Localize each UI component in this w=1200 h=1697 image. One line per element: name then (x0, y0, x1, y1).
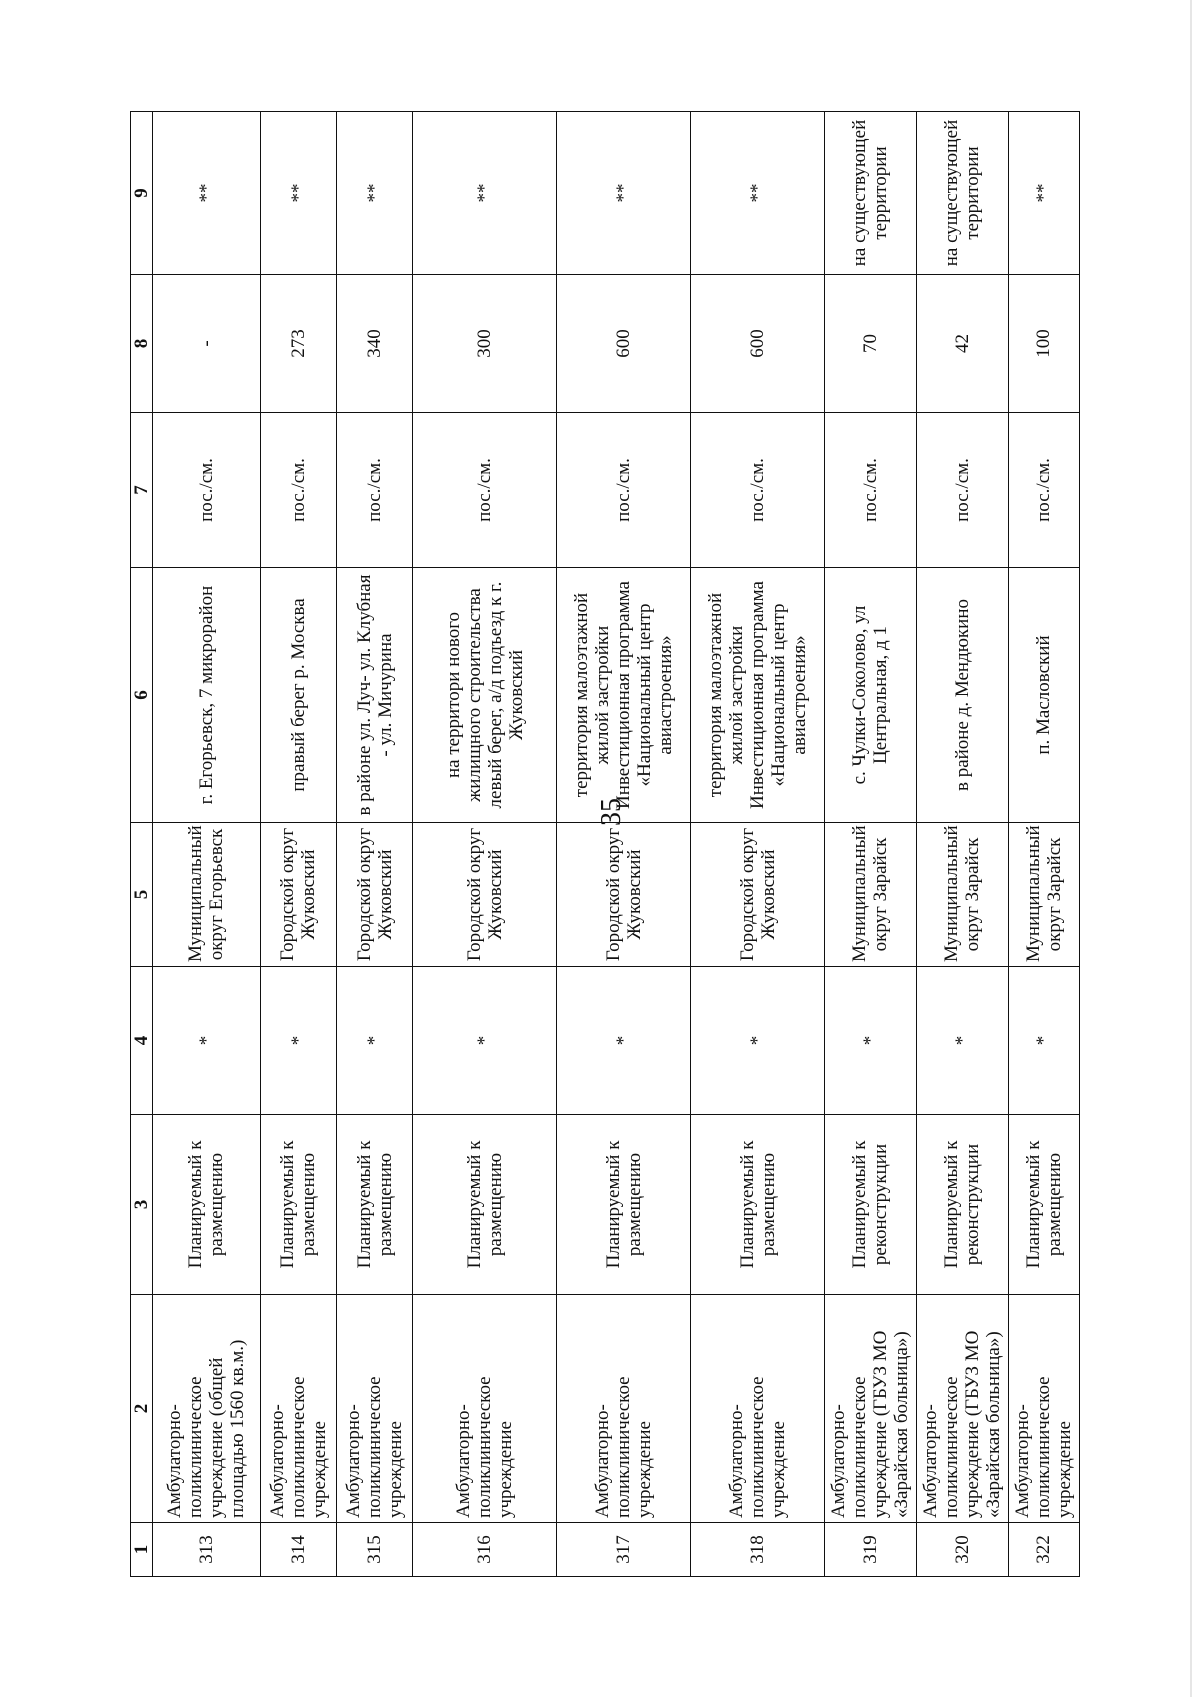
capacity: 273 (260, 275, 336, 413)
row-number: 320 (916, 1523, 1008, 1577)
column-header-6: 6 (131, 568, 153, 823)
location: с. Чулки-Соколово, ул Центральная, д 1 (824, 568, 916, 823)
table-row (153, 112, 261, 1577)
capacity: 340 (336, 275, 412, 413)
capacity: 600 (557, 275, 691, 413)
facility-name: Амбулаторно-поликлиническое учреждение (260, 1295, 336, 1523)
table-row (1008, 112, 1079, 1577)
table-row (916, 112, 1008, 1577)
facility-name: Амбулаторно-поликлиническое учреждение (1008, 1295, 1079, 1523)
column-9-value: на существующей территории (916, 112, 1008, 275)
facility-status: Планируемый к размещению (691, 1115, 825, 1295)
table-row (413, 112, 557, 1577)
facility-status: Планируемый к размещению (260, 1115, 336, 1295)
column-header-9: 9 (131, 112, 153, 275)
unit: пос./см. (1008, 413, 1079, 568)
capacity: 100 (1008, 275, 1079, 413)
table-row (691, 112, 825, 1577)
column-header-1: 1 (131, 1523, 153, 1577)
table-row (260, 112, 336, 1577)
district: Муниципальный округ Зарайск (1008, 823, 1079, 967)
district: Городской округ Жуковский (260, 823, 336, 967)
unit: пос./см. (153, 413, 261, 568)
facility-status: Планируемый к размещению (153, 1115, 261, 1295)
location: п. Масловский (1008, 568, 1079, 823)
column-header-7: 7 (131, 413, 153, 568)
location: территория малоэтажной жилой застройки Инвестиционная программа «Национальный центр авиастроения» (691, 568, 825, 823)
facility-status: Планируемый к размещению (413, 1115, 557, 1295)
unit: пос./см. (824, 413, 916, 568)
row-number: 316 (413, 1523, 557, 1577)
facility-name: Амбулаторно-поликлиническое учреждение (691, 1295, 825, 1523)
capacity: 300 (413, 275, 557, 413)
facility-name: Амбулаторно-поликлиническое учреждение (ГБУЗ МО «Зарайская больница») (824, 1295, 916, 1523)
capacity: 42 (916, 275, 1008, 413)
facility-name: Амбулаторно-поликлиническое учреждение (413, 1295, 557, 1523)
row-number: 315 (336, 1523, 412, 1577)
row-number: 314 (260, 1523, 336, 1577)
row-number: 313 (153, 1523, 261, 1577)
table-row (336, 112, 412, 1577)
column-9-value: ** (260, 112, 336, 275)
column-4-value: * (260, 967, 336, 1115)
capacity: - (153, 275, 261, 413)
unit: пос./см. (413, 413, 557, 568)
column-9-value: ** (557, 112, 691, 275)
header-row (131, 112, 153, 1577)
column-9-value: ** (413, 112, 557, 275)
district: Муниципальный округ Зарайск (824, 823, 916, 967)
location: в районе д. Мендюкино (916, 568, 1008, 823)
column-header-3: 3 (131, 1115, 153, 1295)
table-row (557, 112, 691, 1577)
column-4-value: * (1008, 967, 1079, 1115)
row-number: 319 (824, 1523, 916, 1577)
district: Муниципальный округ Зарайск (916, 823, 1008, 967)
capacity: 600 (691, 275, 825, 413)
table-row (824, 112, 916, 1577)
facility-status: Планируемый к размещению (557, 1115, 691, 1295)
row-number: 317 (557, 1523, 691, 1577)
unit: пос./см. (557, 413, 691, 568)
facility-status: Планируемый к размещению (336, 1115, 412, 1295)
facility-status: Планируемый к реконструкции (824, 1115, 916, 1295)
column-9-value: ** (691, 112, 825, 275)
column-4-value: * (691, 967, 825, 1115)
column-header-8: 8 (131, 275, 153, 413)
column-4-value: * (413, 967, 557, 1115)
column-9-value: на существующей территории (824, 112, 916, 275)
district: Муниципальный округ Егорьевск (153, 823, 261, 967)
scan-edge (1190, 0, 1192, 1697)
column-9-value: ** (153, 112, 261, 275)
facility-name: Амбулаторно-поликлиническое учреждение (557, 1295, 691, 1523)
district: Городской округ Жуковский (557, 823, 691, 967)
unit: пос./см. (336, 413, 412, 568)
facilities-table (130, 111, 1080, 1577)
district: Городской округ Жуковский (336, 823, 412, 967)
district: Городской округ Жуковский (413, 823, 557, 967)
column-9-value: ** (1008, 112, 1079, 275)
facility-name: Амбулаторно-поликлиническое учреждение (336, 1295, 412, 1523)
facility-status: Планируемый к реконструкции (916, 1115, 1008, 1295)
rotated-table-wrapper (130, 112, 1080, 1577)
district: Городской округ Жуковский (691, 823, 825, 967)
column-4-value: * (557, 967, 691, 1115)
row-number: 318 (691, 1523, 825, 1577)
unit: пос./см. (691, 413, 825, 568)
column-4-value: * (824, 967, 916, 1115)
location: на территори нового жилищного строительства левый берег, а/д подъезд к г. Жуковский (413, 568, 557, 823)
row-number: 322 (1008, 1523, 1079, 1577)
location: в районе ул. Луч- ул. Клубная - ул. Мичурина (336, 568, 412, 823)
facility-name: Амбулаторно-поликлиническое учреждение (общей площадью 1560 кв.м.) (153, 1295, 261, 1523)
facility-status: Планируемый к размещению (1008, 1115, 1079, 1295)
location: г. Егорьевск, 7 микрорайон (153, 568, 261, 823)
page-number: 35 (596, 798, 627, 826)
capacity: 70 (824, 275, 916, 413)
column-4-value: * (153, 967, 261, 1115)
unit: пос./см. (916, 413, 1008, 568)
column-header-4: 4 (131, 967, 153, 1115)
location: правый берег р. Москва (260, 568, 336, 823)
column-header-5: 5 (131, 823, 153, 967)
unit: пос./см. (260, 413, 336, 568)
column-9-value: ** (336, 112, 412, 275)
column-4-value: * (916, 967, 1008, 1115)
location: территория малоэтажной жилой застройки Инвестиционная программа «Национальный центр авиастроения» (557, 568, 691, 823)
column-header-2: 2 (131, 1295, 153, 1523)
facility-name: Амбулаторно-поликлиническое учреждение (ГБУЗ МО «Зарайская больница») (916, 1295, 1008, 1523)
column-4-value: * (336, 967, 412, 1115)
